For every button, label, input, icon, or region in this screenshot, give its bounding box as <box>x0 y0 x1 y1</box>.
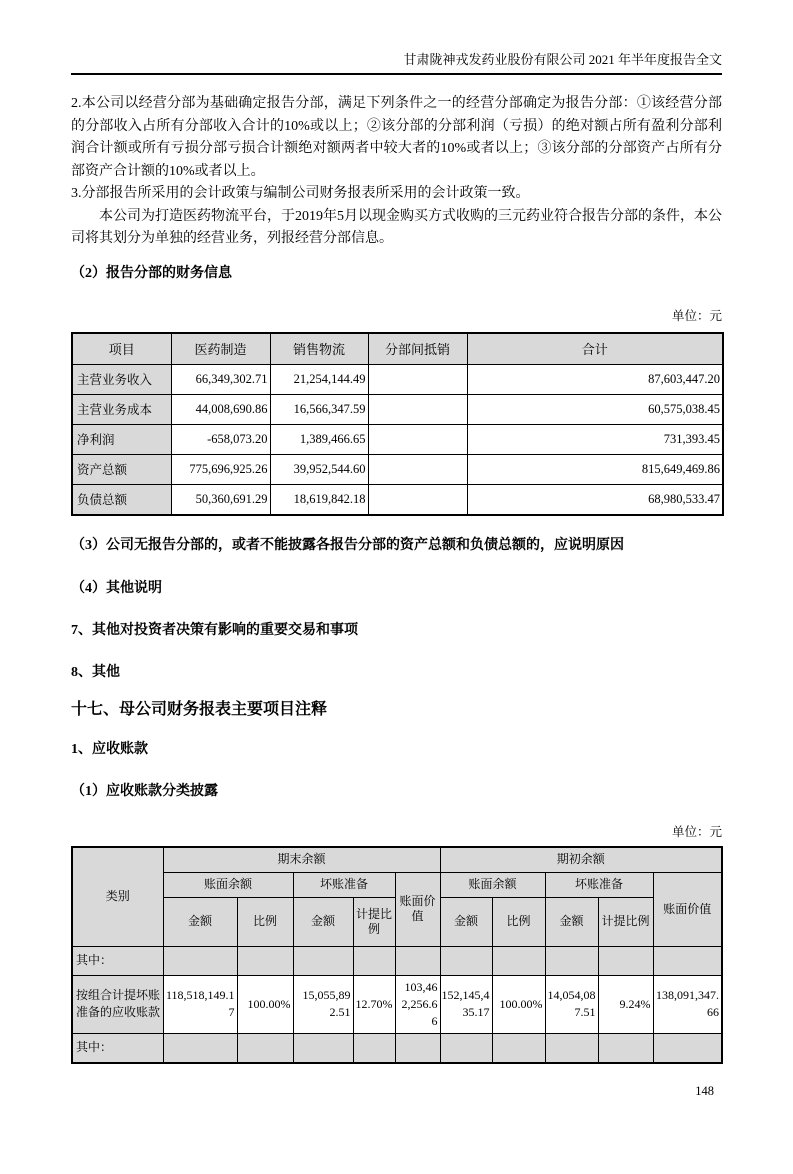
table-cell: 14,054,087.51 <box>545 975 598 1033</box>
table-cell <box>440 1033 492 1063</box>
row-label: 主营业务成本 <box>72 394 171 424</box>
table-cell <box>440 946 492 975</box>
col-header-amount: 金额 <box>545 897 598 946</box>
table-cell <box>492 1033 545 1063</box>
table-header-row <box>72 333 723 365</box>
heading-accounts-receivable: 1、应收账款 <box>71 741 148 757</box>
table-cell <box>653 1033 722 1063</box>
row-label: 按组合计提坏账准备的应收账款 <box>72 975 163 1033</box>
table-cell <box>395 946 440 975</box>
table-cell <box>545 1033 598 1063</box>
page-number: 148 <box>695 1083 714 1098</box>
paragraph-accounting-policy: 3.分部报告所采用的会计政策与编制公司财务报表所采用的会计政策一致。 <box>71 186 530 201</box>
table-row-including <box>72 946 722 975</box>
table-row-total-assets <box>72 454 723 484</box>
col-header-provision-ratio: 计提比例 <box>598 897 653 946</box>
table-cell: -658,073.20 <box>171 424 270 454</box>
row-label: 其中： <box>72 1033 163 1063</box>
table-cell: 152,145,435.17 <box>440 975 492 1033</box>
table-cell: 103,462,256.66 <box>395 975 440 1033</box>
col-header-total: 合计 <box>467 333 723 365</box>
table-cell: 9.24% <box>598 975 653 1033</box>
table-cell <box>545 946 598 975</box>
table-cell: 66,349,302.71 <box>171 364 270 394</box>
table-cell <box>368 394 467 424</box>
report-header-title: 甘肃陇神戎发药业股份有限公司 2021 年半年度报告全文 <box>71 52 722 75</box>
heading-no-reportable-segment: （3）公司无报告分部的，或者不能披露各报告分部的资产总额和负债总额的，应说明原因 <box>71 537 624 553</box>
col-header-pharma-manufacturing: 医药制造 <box>171 333 270 365</box>
table-cell <box>368 454 467 484</box>
table-row-including <box>72 1033 722 1063</box>
table-cell <box>353 946 395 975</box>
col-header-ratio: 比例 <box>237 897 293 946</box>
heading-receivable-classification: （1）应收账款分类披露 <box>71 783 218 799</box>
table-cell <box>163 946 237 975</box>
heading-other: 8、其他 <box>71 664 120 680</box>
col-header-bad-debt-provision: 坏账准备 <box>293 872 395 897</box>
heading-segment-financial-info: （2）报告分部的财务信息 <box>71 265 232 281</box>
table-cell <box>237 946 293 975</box>
col-header-provision-ratio: 计提比例 <box>353 897 395 946</box>
col-header-amount: 金额 <box>163 897 237 946</box>
table-cell <box>368 364 467 394</box>
col-header-book-value: 账面价值 <box>653 872 722 946</box>
table-cell <box>237 1033 293 1063</box>
table-cell: 731,393.45 <box>467 424 723 454</box>
table-cell <box>293 946 353 975</box>
col-header-intersegment-elimination: 分部间抵销 <box>368 333 467 365</box>
paragraph-segment-criteria: 2.本公司以经营分部为基础确定报告分部，满足下列条件之一的经营分部确定为报告分部：①该经营分部的分部收入占所有分部收入合计的10%或以上；②该分部的分部利润（亏损）的绝对额占所有盈利分部利润合计额或所有亏损分部亏损合计额绝对额两者中较大者的10%或者以上；③该分部的分部资产占所有分部资产合计额的10%或者以上。 <box>71 96 722 179</box>
col-header-amount: 金额 <box>440 897 492 946</box>
row-label: 资产总额 <box>72 454 171 484</box>
row-label: 主营业务收入 <box>72 364 171 394</box>
row-label: 负债总额 <box>72 484 171 515</box>
heading-other-important-transactions: 7、其他对投资者决策有影响的重要交易和事项 <box>71 622 358 638</box>
table-row-total-liabilities <box>72 484 723 515</box>
col-header-item: 项目 <box>72 333 171 365</box>
table-cell <box>368 484 467 515</box>
col-header-amount: 金额 <box>293 897 353 946</box>
table-cell <box>598 946 653 975</box>
table-row-net-profit <box>72 424 723 454</box>
col-header-category: 类别 <box>72 847 163 947</box>
table-row-main-cost <box>72 394 723 424</box>
table-cell <box>395 1033 440 1063</box>
table-cell: 21,254,144.49 <box>270 364 368 394</box>
col-header-bad-debt-provision: 坏账准备 <box>545 872 653 897</box>
table-cell: 100.00% <box>492 975 545 1033</box>
table-cell: 50,360,691.29 <box>171 484 270 515</box>
col-header-sales-logistics: 销售物流 <box>270 333 368 365</box>
table-header-row <box>72 872 722 897</box>
paragraph-logistics-platform: 本公司为打造医药物流平台，于2019年5月以现金购买方式收购的三元药业符合报告分部的条件，本公司将其划分为单独的经营业务，列报经营分部信息。 <box>71 208 722 246</box>
table-cell <box>492 946 545 975</box>
heading-parent-company-notes: 十七、母公司财务报表主要项目注释 <box>71 700 328 718</box>
page-content <box>71 52 722 1099</box>
table-cell: 39,952,544.60 <box>270 454 368 484</box>
table-header-row <box>72 847 722 873</box>
table-cell <box>293 1033 353 1063</box>
table-cell <box>653 946 722 975</box>
receivables-classification-table <box>71 846 723 1064</box>
table-cell: 60,575,038.45 <box>467 394 723 424</box>
table-cell: 18,619,842.18 <box>270 484 368 515</box>
table-cell: 815,649,469.86 <box>467 454 723 484</box>
table-cell: 100.00% <box>237 975 293 1033</box>
table-cell: 1,389,466.65 <box>270 424 368 454</box>
row-label: 其中： <box>72 946 163 975</box>
table-cell: 775,696,925.26 <box>171 454 270 484</box>
table-cell: 138,091,347.66 <box>653 975 722 1033</box>
table-cell: 12.70% <box>353 975 395 1033</box>
table-cell: 44,008,690.86 <box>171 394 270 424</box>
row-label: 净利润 <box>72 424 171 454</box>
report-page <box>0 52 793 1174</box>
col-header-period-end-balance: 期末余额 <box>163 847 440 873</box>
table-cell: 15,055,892.51 <box>293 975 353 1033</box>
table-cell: 87,603,447.20 <box>467 364 723 394</box>
table-cell <box>163 1033 237 1063</box>
table-cell <box>353 1033 395 1063</box>
table-cell: 16,566,347.59 <box>270 394 368 424</box>
unit-label: 单位：元 <box>671 824 722 839</box>
unit-label: 单位：元 <box>671 308 722 323</box>
table-row-main-revenue <box>72 364 723 394</box>
heading-other-notes: （4）其他说明 <box>71 580 162 596</box>
col-header-period-begin-balance: 期初余额 <box>440 847 722 873</box>
table-cell: 118,518,149.17 <box>163 975 237 1033</box>
col-header-book-balance: 账面余额 <box>440 872 545 897</box>
col-header-book-balance: 账面余额 <box>163 872 293 897</box>
col-header-ratio: 比例 <box>492 897 545 946</box>
segment-financial-table <box>71 332 724 516</box>
table-cell: 68,980,533.47 <box>467 484 723 515</box>
table-row-portfolio-provision <box>72 975 722 1033</box>
table-cell <box>368 424 467 454</box>
col-header-book-value: 账面价值 <box>395 872 440 946</box>
table-cell <box>598 1033 653 1063</box>
